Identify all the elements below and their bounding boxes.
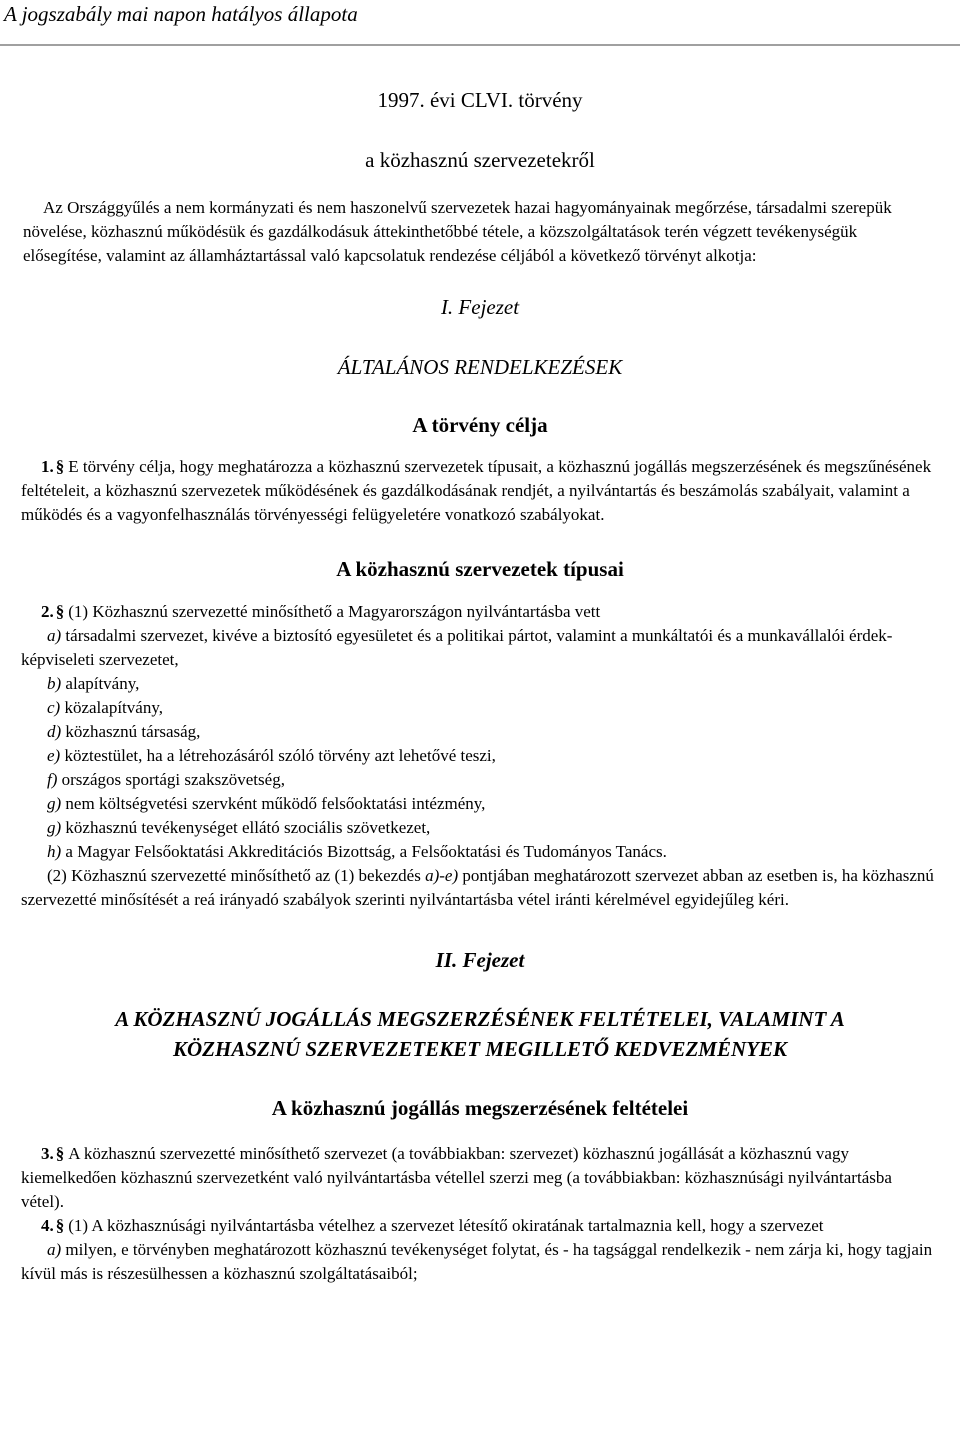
list-item (21, 720, 939, 744)
list-item (21, 816, 939, 840)
section-number: 2. (41, 602, 54, 621)
law-number: 1997. évi CLVI. törvény (377, 88, 583, 112)
section-1-text: E törvény célja, hogy meghatározza a közhasznú szervezetek típusait, a közhasznú jogállás megszerzésének és megszűnésének feltételeit, a közhasznú szervezetek működésének és gazdálkodásának rendjét, a nyilvántartás és beszámolás szabályait, valamint a működés és a vagyonfelhasználás törvényességi felügyeletére vonatkozó szabályokat. (21, 457, 932, 524)
list-item-text: a Magyar Felsőoktatási Akkreditációs Bizottság, a Felsőoktatási és Tudományos Tanács. (61, 842, 667, 861)
list-item-text: közhasznú tevékenységet ellátó szociális szövetkezet, (61, 818, 431, 837)
paragraph-2-text: (2) Közhasznú szervezetté minősíthető az (1) bekezdés (47, 866, 426, 885)
list-item-text: milyen, e törvényben meghatározott közhasznú tevékenységet folytat, és - ha tagsággal rendelkezik - nem zárja ki, hogy tagjain kívül más is részesülhessen a közhasznú szolgáltatásaiból; (21, 1240, 933, 1283)
list-item-label: b) (47, 674, 62, 693)
section-1 (21, 455, 939, 527)
list-item-text: köztestület, ha a létrehozásáról szóló törvény azt lehetővé teszi, (60, 746, 496, 765)
section-2-intro-text: (1) Közhasznú szervezetté minősíthető a Magyarországon nyilvántartásba vett (68, 602, 601, 621)
header-divider (0, 44, 960, 46)
paragraph-2-reference: a)-e) (425, 866, 459, 885)
list-item (21, 696, 939, 720)
section-heading-types: A közhasznú szervezetek típusai (336, 557, 624, 581)
section-2-paragraph-2 (21, 864, 939, 912)
chapter-1-title: ÁLTALÁNOS RENDELKEZÉSEK (337, 355, 623, 379)
section-2-intro (21, 600, 939, 624)
list-item (21, 840, 939, 864)
chapter-2-title-line-2: KÖZHASZNÚ SZERVEZETEKET MEGILLETŐ KEDVEZMÉNYEK (173, 1037, 787, 1061)
list-item-text: országos sportági szakszövetség, (57, 770, 285, 789)
page-header (0, 0, 960, 46)
list-item-text: közalapítvány, (60, 698, 163, 717)
list-item-label: c) (47, 698, 61, 717)
section-number: 4. (41, 1216, 54, 1235)
section-3-text: A közhasznú szervezetté minősíthető szervezet (a továbbiakban: szervezet) közhasznú jogállását a közhasznú vagy kiemelkedően közhasznú szervezetként való nyilvántartásba vétellel szerzi meg (a továbbiakban: közhasznúsági nyilvántartásba vétel). (21, 1144, 892, 1211)
chapter-2-number: II. Fejezet (435, 948, 525, 972)
section-3 (21, 1142, 939, 1214)
list-item (21, 744, 939, 768)
list-item-text: társadalmi szervezet, kivéve a biztosító egyesületet és a politikai pártot, valamint a munkáltatói és a munkavállalói érdek-képviseleti szervezetet, (21, 626, 893, 669)
section-heading-purpose: A törvény célja (412, 413, 548, 437)
list-item-text: alapítvány, (61, 674, 140, 693)
list-item-label: a) (47, 626, 62, 645)
section-symbol: § (55, 1144, 65, 1163)
header-title: A jogszabály mai napon hatályos állapota (4, 2, 358, 26)
list-item-label: h) (47, 842, 62, 861)
list-item (21, 792, 939, 816)
section-number: 3. (41, 1144, 54, 1163)
list-item-label: e) (47, 746, 61, 765)
list-item (21, 768, 939, 792)
section-symbol: § (55, 1216, 65, 1235)
law-title: a közhasznú szervezetekről (365, 148, 595, 172)
list-item-text: közhasznú társaság, (61, 722, 201, 741)
chapter-2-title-line-1: A KÖZHASZNÚ JOGÁLLÁS MEGSZERZÉSÉNEK FELTÉTELEI, VALAMINT A (115, 1007, 845, 1031)
list-item (21, 672, 939, 696)
list-item-label: g) (47, 818, 62, 837)
list-item-label: f) (47, 770, 58, 789)
list-item-label: a) (47, 1240, 62, 1259)
paragraph-2-text-end: pontjában meghatározott szervezet abban az esetben is, ha közhasznú szervezetté minősítését a reá irányadó szabályok szerinti nyilvántartásba vétel iránti kérelmével egyidejűleg kéri. (21, 866, 934, 909)
section-symbol: § (55, 602, 65, 621)
section-heading-conditions: A közhasznú jogállás megszerzésének feltételei (271, 1096, 689, 1120)
list-item-text: nem költségvetési szervként működő felsőoktatási intézmény, (61, 794, 486, 813)
section-4-intro-text: (1) A közhasznúsági nyilvántartásba vételhez a szervezet létesítő okiratának tartalmaznia kell, hogy a szervezet (68, 1216, 824, 1235)
list-item-label: d) (47, 722, 62, 741)
list-item (21, 624, 939, 672)
section-symbol: § (55, 457, 65, 476)
chapter-1-number: I. Fejezet (440, 295, 520, 319)
list-item-label: g) (47, 794, 62, 813)
document-body (21, 86, 939, 1286)
preamble: Az Országgyűlés a nem kormányzati és nem haszonelvű szervezetek hazai hagyományainak megőrzése, társadalmi szerepük növelése, közhasznú működésük és gazdálkodásuk áttekinthetőbbé tétele, a közszolgáltatások terén végzett tevékenységük elősegítése, valamint az államháztartással való kapcsolatuk rendezése céljából a következő törvényt alkotja: (23, 198, 892, 265)
section-4-intro (21, 1214, 939, 1238)
section-number: 1. (41, 457, 54, 476)
list-item (21, 1238, 939, 1286)
